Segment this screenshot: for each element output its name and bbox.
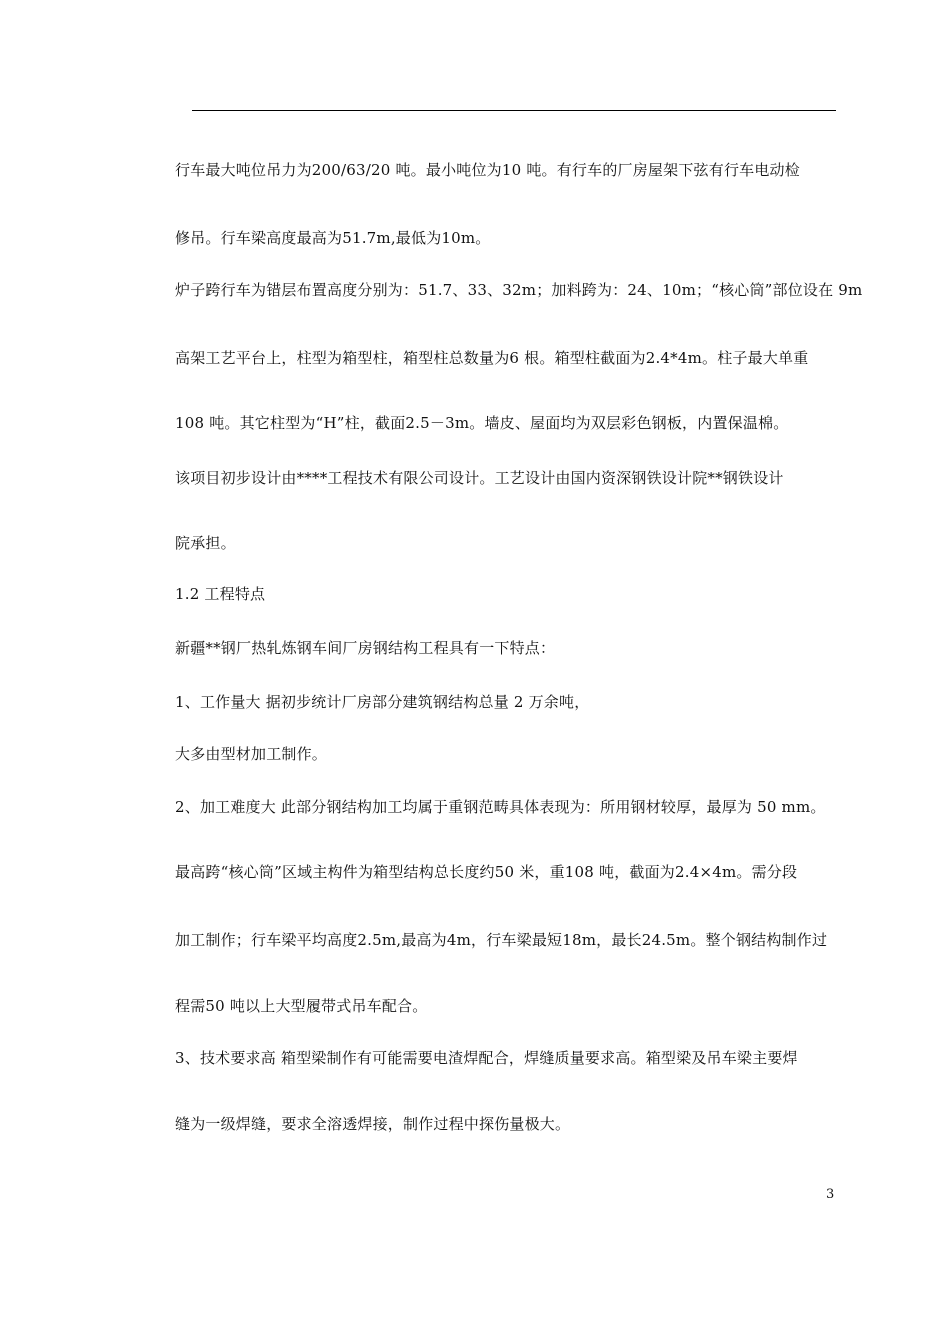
body-text-line: 加工制作；行车梁平均高度2.5m,最高为4m，行车梁最短18m，最长24.5m。整个钢结构制作过 <box>175 931 828 949</box>
body-text-line: 行车最大吨位吊力为200/63/20 吨。最小吨位为10 吨。有行车的厂房屋架下弦有行车电动检 <box>175 161 800 179</box>
body-text-line: 最高跨“核心筒”区域主构件为箱型结构总长度约50 米，重108 吨，截面为2.4×4m。需分段 <box>175 863 798 881</box>
body-text-line: 该项目初步设计由****工程技术有限公司设计。工艺设计由国内资深钢铁设计院**钢铁设计 <box>175 469 784 487</box>
body-text-line: 炉子跨行车为错层布置高度分别为：51.7、33、32m；加料跨为：24、10m；“核心筒”部位设在 9m <box>175 281 863 299</box>
body-text-line: 缝为一级焊缝，要求全溶透焊接，制作过程中探伤量极大。 <box>175 1115 571 1133</box>
list-item: 3、技术要求高 箱型梁制作有可能需要电渣焊配合，焊缝质量要求高。箱型梁及吊车梁主要焊 <box>175 1049 798 1067</box>
section-heading: 1.2 工程特点 <box>175 585 266 603</box>
page-number: 3 <box>826 1187 835 1202</box>
body-text-line: 108 吨。其它柱型为“H”柱，截面2.5－3m。墙皮、屋面均为双层彩色钢板，内置保温棉。 <box>175 414 789 432</box>
body-text-line: 修吊。行车梁高度最高为51.7m,最低为10m。 <box>175 229 491 247</box>
list-item: 2、加工难度大 此部分钢结构加工均属于重钢范畴具体表现为：所用钢材较厚，最厚为 50 mm。 <box>175 798 826 816</box>
body-text-line: 程需50 吨以上大型履带式吊车配合。 <box>175 997 428 1015</box>
list-item: 1、工作量大 据初步统计厂房部分建筑钢结构总量 2 万余吨， <box>175 693 590 711</box>
body-text-line: 新疆**钢厂热轧炼钢车间厂房钢结构工程具有一下特点： <box>175 639 556 657</box>
body-text-line: 大多由型材加工制作。 <box>175 745 328 763</box>
body-text-line: 院承担。 <box>175 534 236 552</box>
header-rule <box>192 110 836 111</box>
body-text-line: 高架工艺平台上，柱型为箱型柱，箱型柱总数量为6 根。箱型柱截面为2.4*4m。柱子最大单重 <box>175 349 809 367</box>
